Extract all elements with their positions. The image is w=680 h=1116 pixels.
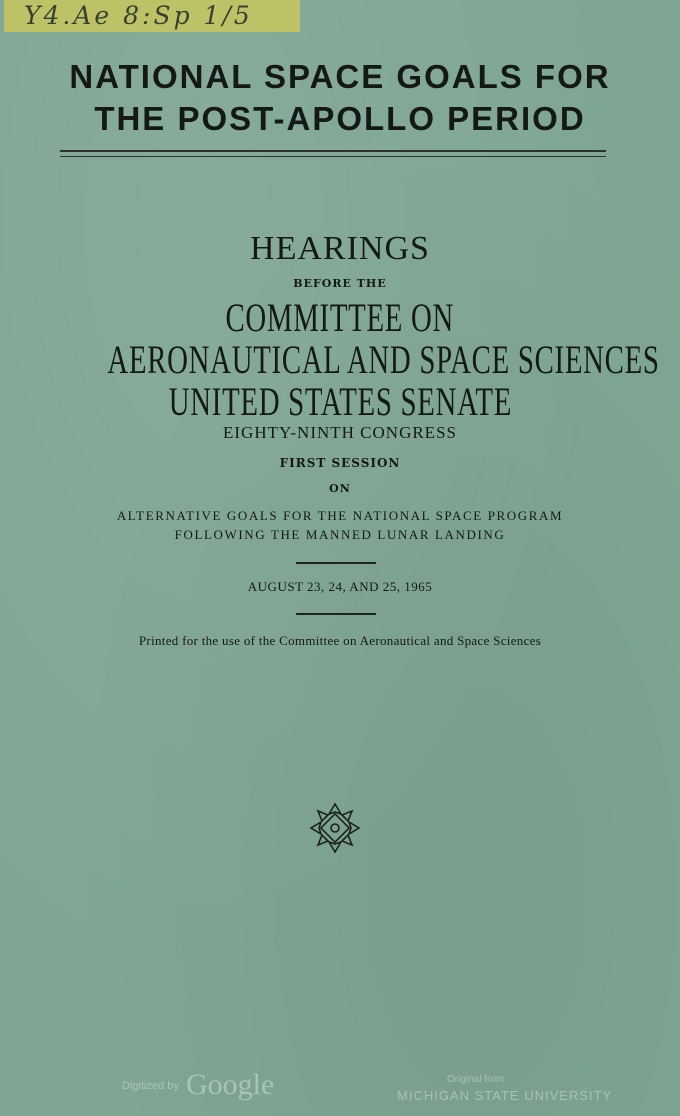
printed-note: Printed for the use of the Committee on Aeronautical and Space Sciences <box>138 633 542 648</box>
call-number-label: Y4.Ae 8:Sp 1/5 <box>4 0 300 32</box>
short-rule-top <box>296 562 376 564</box>
committee-line-2 <box>0 336 680 383</box>
institution-watermark: MICHIGAN STATE UNIVERSITY <box>397 1088 613 1103</box>
title-line-1: NATIONAL SPACE GOALS FOR <box>69 58 611 95</box>
session-label: FIRST SESSION <box>279 456 401 470</box>
subject-line-2: FOLLOWING THE MANNED LUNAR LANDING <box>174 527 506 542</box>
senate-line <box>0 378 680 425</box>
on-label: ON <box>329 482 351 495</box>
google-watermark: Google <box>186 1068 275 1101</box>
printer-ornament-icon <box>307 800 363 856</box>
short-rule-bottom <box>296 613 376 615</box>
committee-line-1-text: COMMITTEE ON <box>225 295 455 340</box>
title-double-rule <box>60 150 606 157</box>
subject-line-1: ALTERNATIVE GOALS FOR THE NATIONAL SPACE PROGRAM <box>116 508 564 523</box>
original-from-watermark: Original from <box>447 1074 505 1085</box>
before-the-label: BEFORE THE <box>293 277 387 290</box>
hearings-heading: HEARINGS <box>250 230 430 267</box>
committee-line-2-text: AERONAUTICAL AND SPACE SCIENCES <box>107 337 660 382</box>
title-line-2: THE POST-APOLLO PERIOD <box>94 100 586 137</box>
senate-line-text: UNITED STATES SENATE <box>168 379 512 424</box>
congress-label: EIGHTY-NINTH CONGRESS <box>223 423 457 442</box>
hearing-dates: AUGUST 23, 24, AND 25, 1965 <box>247 579 433 594</box>
digitized-by-watermark: Digitized by <box>122 1080 179 1092</box>
committee-line-1 <box>0 294 680 341</box>
